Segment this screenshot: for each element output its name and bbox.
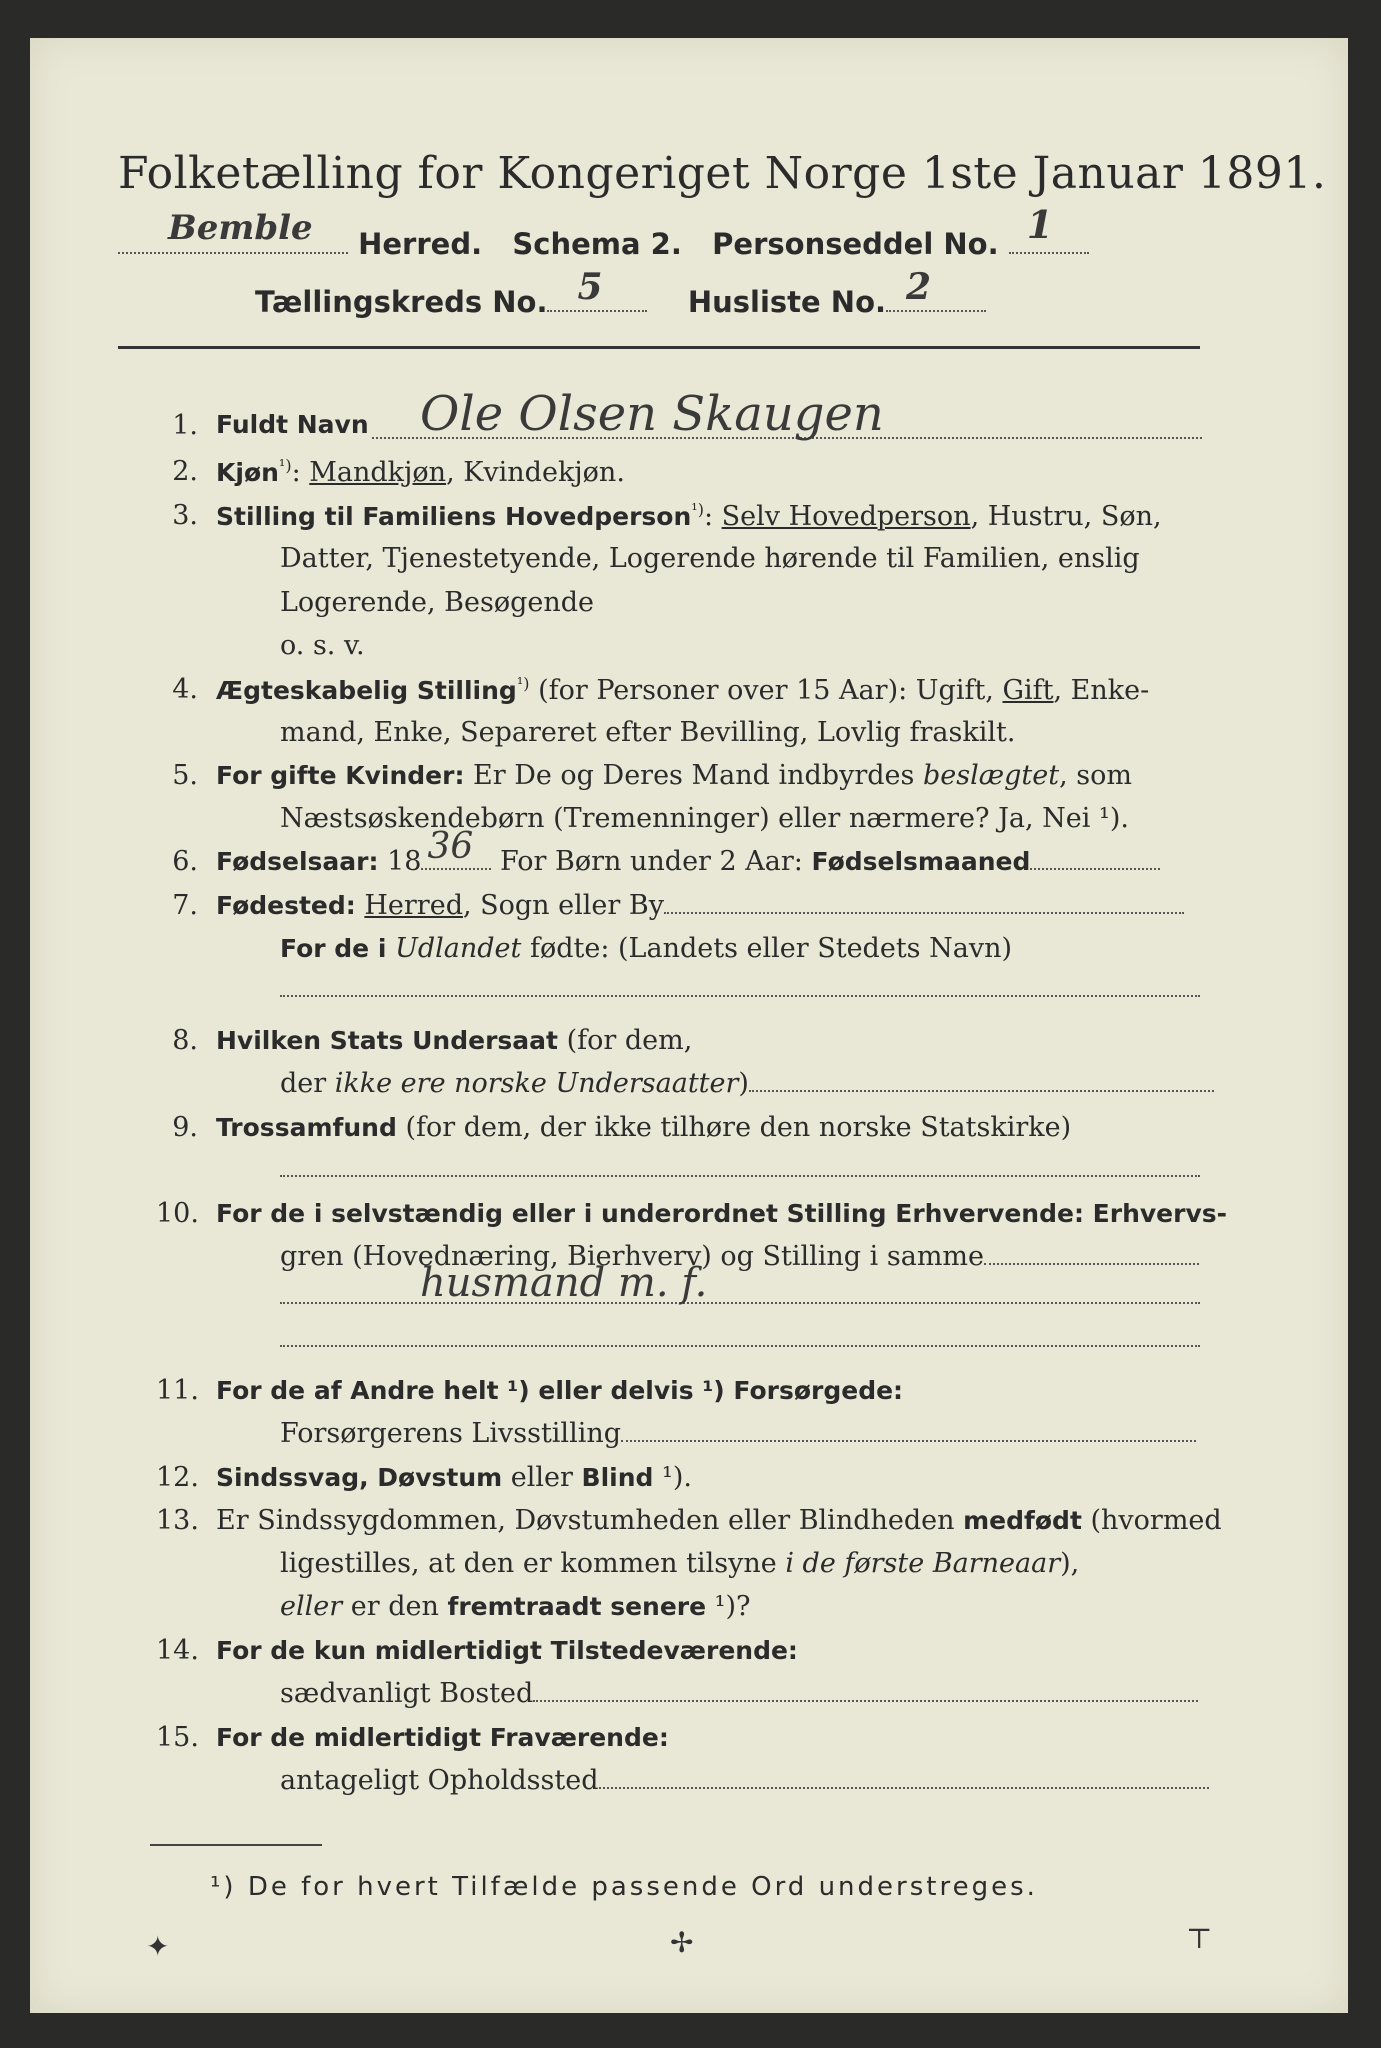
family-position-selected: Selv Hovedperson — [721, 501, 971, 532]
registration-mark-icon: ✦ — [146, 1930, 170, 1963]
registration-mark-icon: ✢ — [670, 1926, 694, 1959]
footnote: ¹) De for hvert Tilfælde passende Ord understreges. — [210, 1872, 1038, 1902]
form-title: Folketælling for Kongeriget Norge 1ste Januar 1891. — [118, 148, 1327, 199]
husliste-label: Husliste No. — [687, 285, 887, 319]
full-name-label: Fuldt Navn — [216, 410, 369, 439]
header-line-herred — [118, 202, 1203, 261]
sex-selected: Mandkjøn — [309, 457, 447, 488]
herred-label: Herred. — [358, 227, 483, 261]
personseddel-label: Personseddel No. — [712, 227, 999, 261]
occupation-value: husmand m. f. — [420, 1260, 708, 1306]
full-name-value: Ole Olsen Skaugen — [420, 386, 884, 442]
birth-year-value: 36 — [427, 826, 474, 867]
personseddel-value: 1 — [1026, 202, 1054, 247]
marital-status-selected: Gift — [1002, 675, 1054, 706]
husliste-value: 2 — [906, 266, 932, 308]
herred-value: Bemble — [168, 208, 313, 248]
taellingskreds-value: 5 — [577, 266, 603, 308]
birthplace-selected: Herred — [364, 890, 463, 921]
schema-label: Schema 2. — [512, 227, 682, 261]
footnote-rule — [150, 1844, 322, 1846]
registration-mark-icon: ⊤ — [1186, 1922, 1213, 1955]
taellingskreds-label: Tællingskreds No. — [255, 285, 548, 319]
header-rule — [118, 346, 1200, 349]
header-line-taellingskreds — [255, 266, 986, 319]
